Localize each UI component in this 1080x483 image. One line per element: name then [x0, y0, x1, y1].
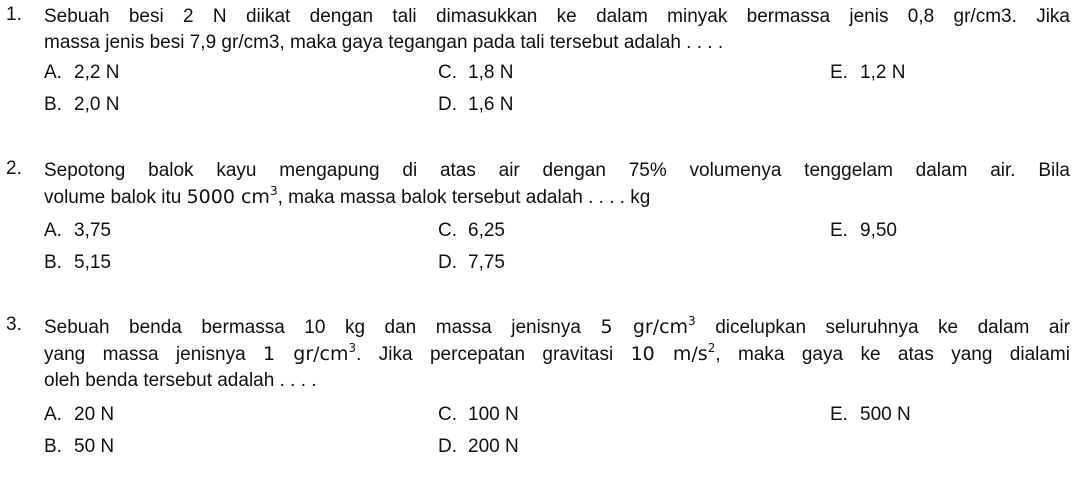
- question-line: Sepotong balok kayu mengapung di atas air dengan 75% volumenya tenggelam dalam air. Bila: [44, 160, 1070, 181]
- question-line: [44, 184, 1070, 211]
- option-text: 2,0 N: [74, 94, 120, 115]
- math-base: 10 m/s: [630, 343, 708, 365]
- question-text: [44, 158, 1070, 211]
- text-segment: dicelupkan seluruhnya ke dalam air: [695, 317, 1070, 338]
- option-text: 500 N: [860, 404, 911, 425]
- math-base: 1 gr/cm: [263, 343, 349, 365]
- option-b[interactable]: [44, 436, 114, 458]
- option-letter: B.: [44, 94, 62, 115]
- text-segment: Sebuah benda bermassa 10 kg dan massa jenisnya: [44, 317, 601, 338]
- question-line: [44, 341, 1070, 368]
- option-letter: D.: [438, 436, 457, 457]
- option-text: 100 N: [468, 404, 519, 425]
- option-text: 2,2 N: [74, 62, 120, 83]
- option-text: 3,75: [74, 220, 111, 241]
- question-text: [44, 4, 1070, 56]
- option-letter: D.: [438, 94, 457, 115]
- option-letter: B.: [44, 252, 62, 273]
- superscript: 2: [707, 340, 716, 355]
- text-segment: , maka gaya ke atas yang dialami: [715, 344, 1070, 365]
- math-density: [263, 340, 357, 365]
- option-letter: E.: [830, 220, 848, 241]
- math-gravity: [630, 340, 716, 365]
- option-e[interactable]: [830, 62, 905, 84]
- option-letter: C.: [438, 404, 457, 425]
- option-letter: A.: [44, 62, 62, 83]
- option-a[interactable]: [44, 220, 111, 242]
- option-letter: C.: [438, 62, 457, 83]
- superscript: 3: [269, 183, 278, 198]
- option-b[interactable]: [44, 94, 119, 116]
- option-d[interactable]: [438, 252, 505, 274]
- option-text: 200 N: [468, 436, 519, 457]
- math-base: 5000 cm: [186, 186, 270, 208]
- option-letter: C.: [438, 220, 457, 241]
- superscript: 3: [348, 340, 357, 355]
- option-letter: E.: [830, 62, 848, 83]
- question-number: 2.: [6, 158, 22, 179]
- option-letter: A.: [44, 220, 62, 241]
- question-number: 3.: [6, 314, 22, 335]
- question-line: massa jenis besi 7,9 gr/cm3, maka gaya tegangan pada tali tersebut adalah . . . .: [44, 32, 724, 53]
- option-c[interactable]: [438, 62, 513, 84]
- option-text: 1,2 N: [860, 62, 906, 83]
- option-c[interactable]: [438, 404, 519, 426]
- text-segment: yang massa jenisnya: [44, 344, 264, 365]
- option-e[interactable]: [830, 404, 911, 426]
- option-letter: D.: [438, 252, 457, 273]
- question-line: [44, 314, 1070, 341]
- option-text: 7,75: [468, 252, 505, 273]
- option-text: 6,25: [468, 220, 505, 241]
- option-text: 1,8 N: [468, 62, 514, 83]
- option-c[interactable]: [438, 220, 505, 242]
- option-a[interactable]: [44, 62, 119, 84]
- option-d[interactable]: [438, 436, 519, 458]
- option-b[interactable]: [44, 252, 111, 274]
- question-text: [44, 314, 1070, 394]
- math-volume: [186, 183, 278, 208]
- option-a[interactable]: [44, 404, 114, 426]
- option-letter: A.: [44, 404, 62, 425]
- superscript: 3: [688, 313, 696, 328]
- option-text: 5,15: [74, 252, 111, 273]
- question-line: oleh benda tersebut adalah . . . .: [44, 370, 317, 391]
- option-e[interactable]: [830, 220, 897, 242]
- option-letter: B.: [44, 436, 62, 457]
- text-segment: . Jika percepatan gravitasi: [356, 344, 631, 365]
- question-number: 1.: [6, 4, 22, 25]
- question-line: Sebuah besi 2 N diikat dengan tali dimasukkan ke dalam minyak bermassa jenis 0,8 gr/cm3. Jika: [44, 6, 1070, 27]
- text-segment: volume balok itu: [44, 187, 187, 208]
- option-d[interactable]: [438, 94, 513, 116]
- option-text: 50 N: [74, 436, 115, 457]
- math-density: [600, 313, 696, 338]
- math-base: 5 gr/cm: [600, 316, 689, 338]
- option-text: 1,6 N: [468, 94, 514, 115]
- option-text: 20 N: [74, 404, 115, 425]
- option-letter: E.: [830, 404, 848, 425]
- text-segment: , maka massa balok tersebut adalah . . . . kg: [277, 187, 651, 208]
- option-text: 9,50: [860, 220, 897, 241]
